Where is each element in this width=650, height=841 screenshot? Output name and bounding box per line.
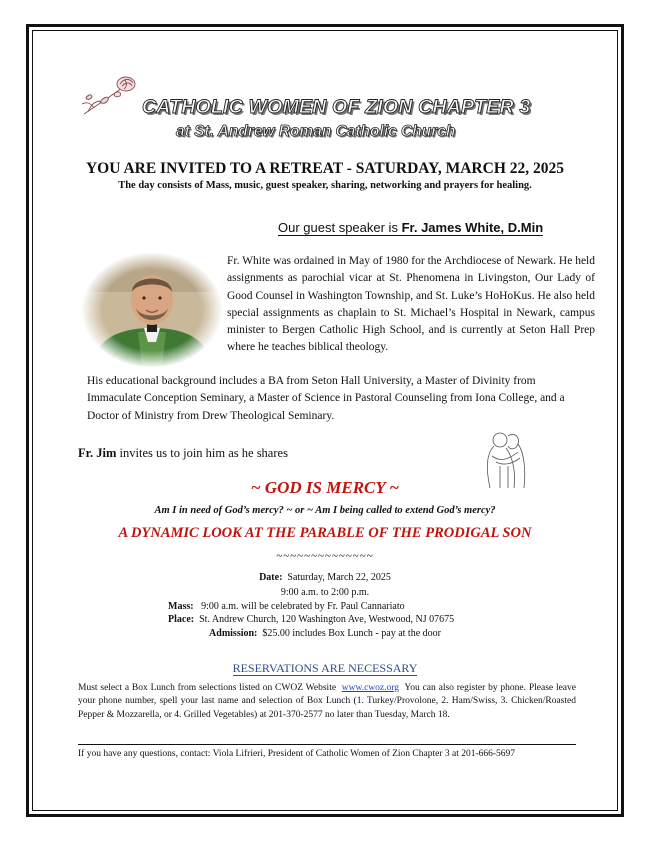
event-admission [40,628,610,639]
theme-questions: Am I in need of God’s mercy? ~ or ~ Am I being called to extend God’s mercy? [154,505,496,516]
event-place [168,614,454,625]
cwoz-website-link[interactable]: www.cwoz.org [341,683,399,693]
instructions-text-before: Must select a Box Lunch from selections listed on CWOZ Website [78,683,342,693]
reservations-heading [40,661,610,676]
invites-us-line [78,446,288,461]
speaker-photo [80,252,224,368]
theme-title: ~ GOD IS MERCY ~ [250,478,400,497]
admission-label: Admission: [209,628,258,639]
date-value: Saturday, March 22, 2025 [282,572,391,583]
place-label: Place: [168,614,195,625]
theme-parable: A DYNAMIC LOOK AT THE PARABLE OF THE PRODIGAL SON [118,525,532,541]
reservations-heading-text: RESERVATIONS ARE NECESSARY [232,661,418,675]
rose-icon [78,72,144,118]
instructions-text-after: You can also register by phone. Please leave your phone number, spell your last name and selection of Box Lunch (1. Turkey/Provolone, 2. Ham/Swiss, 3. Chicken/Roasted Pepper & Mozzarella, or 4. Grilled Vegetables) at 201-370-2577 no later than Tuesday, March 18. [78,683,579,720]
admission-value: $25.00 includes Box Lunch - pay at the door [257,628,441,639]
invites-us-text: invites us to join him as he shares [116,446,288,460]
place-value: St. Andrew Church, 120 Washington Ave, Westwood, NJ 07675 [194,614,455,625]
guest-speaker-name: Fr. James White, D.Min [401,220,544,235]
mass-value: 9:00 a.m. will be celebrated by Fr. Paul Cannariato [193,601,405,612]
organization-title: CATHOLIC WOMEN OF ZION CHAPTER 3 [142,96,531,118]
event-mass [168,601,405,612]
guest-speaker-line [278,220,543,235]
contact-info: If you have any questions, contact: Viola Lifrieri, President of Catholic Women of Zion Chapter 3 at 201-666-5697 [78,749,516,759]
guest-speaker-intro: Our guest speaker is [278,220,402,235]
fr-jim-name: Fr. Jim [78,446,117,460]
event-date [40,572,610,583]
reservation-instructions [78,682,579,722]
speaker-education: His educational background includes a BA from Seton Hall University, a Master of Divinity from Immaculate Conception Seminary, a Master of Science in Pastoral Counseling from Iona College, and a Doctor of Ministry from Drew Theological Seminary. [87,375,565,422]
separator: ~~~~~~~~~~~~~~ [276,550,374,562]
mass-label: Mass: [168,601,194,612]
date-label: Date: [259,572,283,583]
organization-subtitle: at St. Andrew Roman Catholic Church [176,123,456,140]
invitation-headline: YOU ARE INVITED TO A RETREAT - SATURDAY, MARCH 22, 2025 [85,160,564,177]
footer-divider [78,744,576,745]
invitation-description: The day consists of Mass, music, guest speaker, sharing, networking and prayers for healing. [118,180,532,191]
speaker-bio: Fr. White was ordained in May of 1980 for the Archdiocese of Newark. He held assignments as parochial vicar at St. Phenomena in Livingston, Our Lady of Good Counsel in Washington Township, and St. Luke’s HoHoKus. He also held special assignments as chaplain to St. Michael’s Hospital in Newark, campus minister to Bergen Catholic High School, and is currently at Seton Hall Prep where he teaches biblical theology. [227,255,595,354]
event-time: 9:00 a.m. to 2:00 p.m. [280,587,370,598]
